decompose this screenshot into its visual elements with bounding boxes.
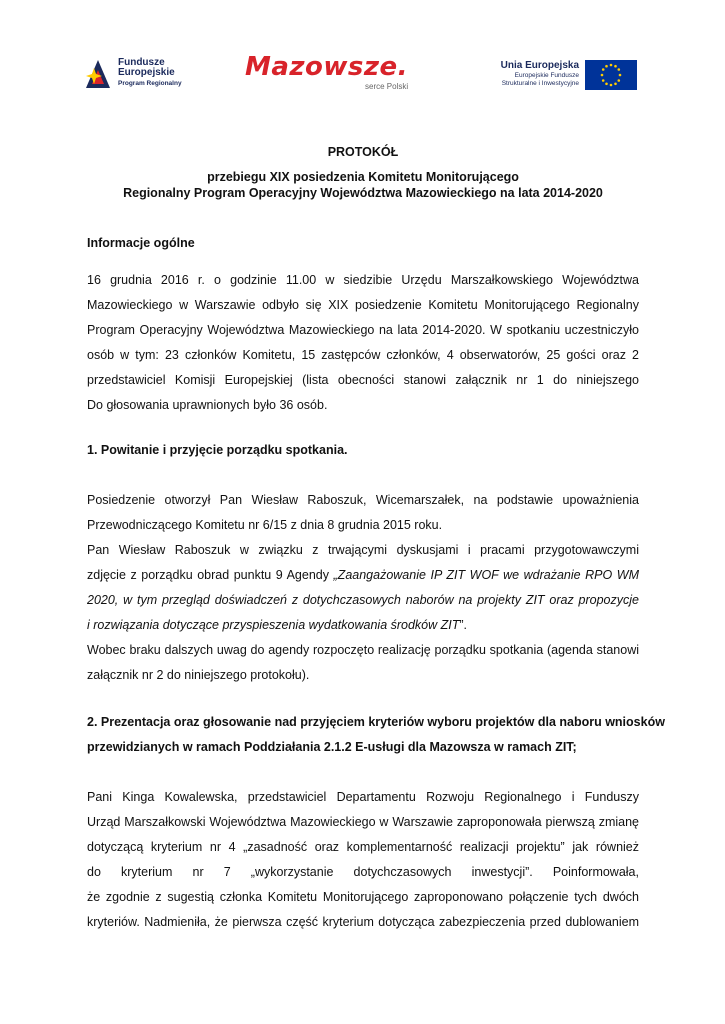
section-1-paragraph (87, 488, 639, 688)
doc-title: PROTOKÓŁ (327, 145, 399, 159)
ue-title: Unia Europejska (500, 60, 579, 71)
s2-line: Urząd Marszałkowski Województwa Mazowieckiego w Warszawie zaproponowała pierwszą zmianę (87, 815, 639, 829)
s1-l5-em: 2020, w tym przegląd doświadczeń z dotychczasowych naborów na projekty ZIT oraz propozycje (87, 593, 639, 607)
section-2-paragraph (87, 785, 639, 935)
fundusze-europejskie-logo (84, 58, 204, 92)
doc-subtitle-2: Regionalny Program Operacyjny Województwa Mazowieckiego na lata 2014-2020 (123, 186, 603, 200)
info-line: 16 grudnia 2016 r. o godzinie 11.00 w siedzibie Urzędu Marszałkowskiego Województwa (87, 273, 639, 287)
s2-line: dotyczącą kryterium nr 4 „zasadność oraz komplementarność realizacji projektu” jak również (87, 840, 639, 854)
s1-line-agenda (87, 563, 639, 588)
info-line: osób w tym: 23 członków Komitetu, 15 zastępców członków, 4 obserwatorów, 25 gości oraz 2 (87, 348, 639, 362)
fe-line3: Program Regionalny (118, 80, 182, 87)
section-1-heading: 1. Powitanie i przyjęcie porządku spotkania. (87, 443, 348, 457)
s1-l4-em: „Zaangażowanie IP ZIT WOF we wdrażanie RPO WM (333, 568, 639, 582)
section-info-heading: Informacje ogólne (87, 236, 195, 250)
fe-star-icon (84, 58, 112, 90)
s1-l4-pre: zdjęcie z porządku obrad punktu 9 Agendy (87, 568, 334, 582)
section-2-heading-line1: 2. Prezentacja oraz głosowanie nad przyjęciem kryteriów wyboru projektów dla naboru wniosków (87, 715, 665, 729)
s1-line-agenda-cont (87, 588, 639, 613)
s1-line: Wobec braku dalszych uwag do agendy rozpoczęto realizację porządku spotkania (agenda stanowi (87, 643, 639, 657)
s1-line-agenda-end (87, 613, 639, 638)
section-2-heading-line2: przewidzianych w ramach Poddziałania 2.1.2 E-usługi dla Mazowsza w ramach ZIT; (87, 740, 577, 754)
s2-line: że zgodnie z sugestią członka Komitetu Monitorującego zaproponowano połączenie tych dwóch (87, 890, 639, 904)
ue-line3: Strukturalne i Inwestycyjne (501, 80, 579, 87)
s1-line: Pan Wiesław Raboszuk w związku z trwającymi dyskusjami i pracami przygotowawczymi (87, 543, 639, 557)
header-logos (0, 0, 725, 110)
s1-line: Przewodniczącego Komitetu nr 6/15 z dnia 8 grudnia 2015 roku. (87, 518, 443, 532)
s1-line: Posiedzenie otworzył Pan Wiesław Raboszuk, Wicemarszałek, na podstawie upoważnienia (87, 493, 639, 507)
eu-flag-icon (585, 60, 637, 90)
info-line: Do głosowania uprawnionych było 36 osób. (87, 398, 328, 412)
info-line: Program Operacyjny Województwa Mazowieckiego na lata 2014-2020. W spotkaniu uczestniczyło (87, 323, 639, 337)
s1-line: załącznik nr 2 do niniejszego protokołu). (87, 668, 310, 682)
s2-line: do kryterium nr 7 „wykorzystanie dotychczasowych inwestycji”. Poinformowała, (87, 865, 639, 879)
unia-europejska-logo (475, 58, 640, 92)
s2-line: Pani Kinga Kowalewska, przedstawiciel Departamentu Rozwoju Regionalnego i Funduszy (87, 790, 639, 804)
s1-l6-em: i rozwiązania dotyczące przyspieszenia wydatkowania środków ZIT (87, 618, 460, 632)
mazowsze-logo (245, 54, 430, 94)
fe-line2: Europejskie (118, 67, 175, 78)
mazowsze-word: Mazowsze. (245, 52, 409, 82)
fe-line1: Fundusze (118, 57, 165, 68)
info-line: przedstawiciel Komisji Europejskiej (lista obecności stanowi załącznik nr 1 do niniejszego (87, 373, 639, 387)
s2-line: kryteriów. Nadmieniła, że pierwsza część kryterium dotycząca zabezpieczenia przed dublowaniem (87, 915, 639, 929)
s1-l6-post: ”. (459, 618, 468, 632)
info-line: Mazowieckiego w Warszawie odbyło się XIX posiedzenie Komitetu Monitorującego Regionalny (87, 298, 639, 312)
doc-subtitle-1: przebiegu XIX posiedzenia Komitetu Monitorującego (207, 170, 519, 184)
ue-line2: Europejskie Fundusze (514, 72, 579, 79)
section-2-heading (87, 710, 665, 760)
info-paragraph (87, 268, 639, 418)
mazowsze-sub: serce Polski (365, 82, 409, 91)
